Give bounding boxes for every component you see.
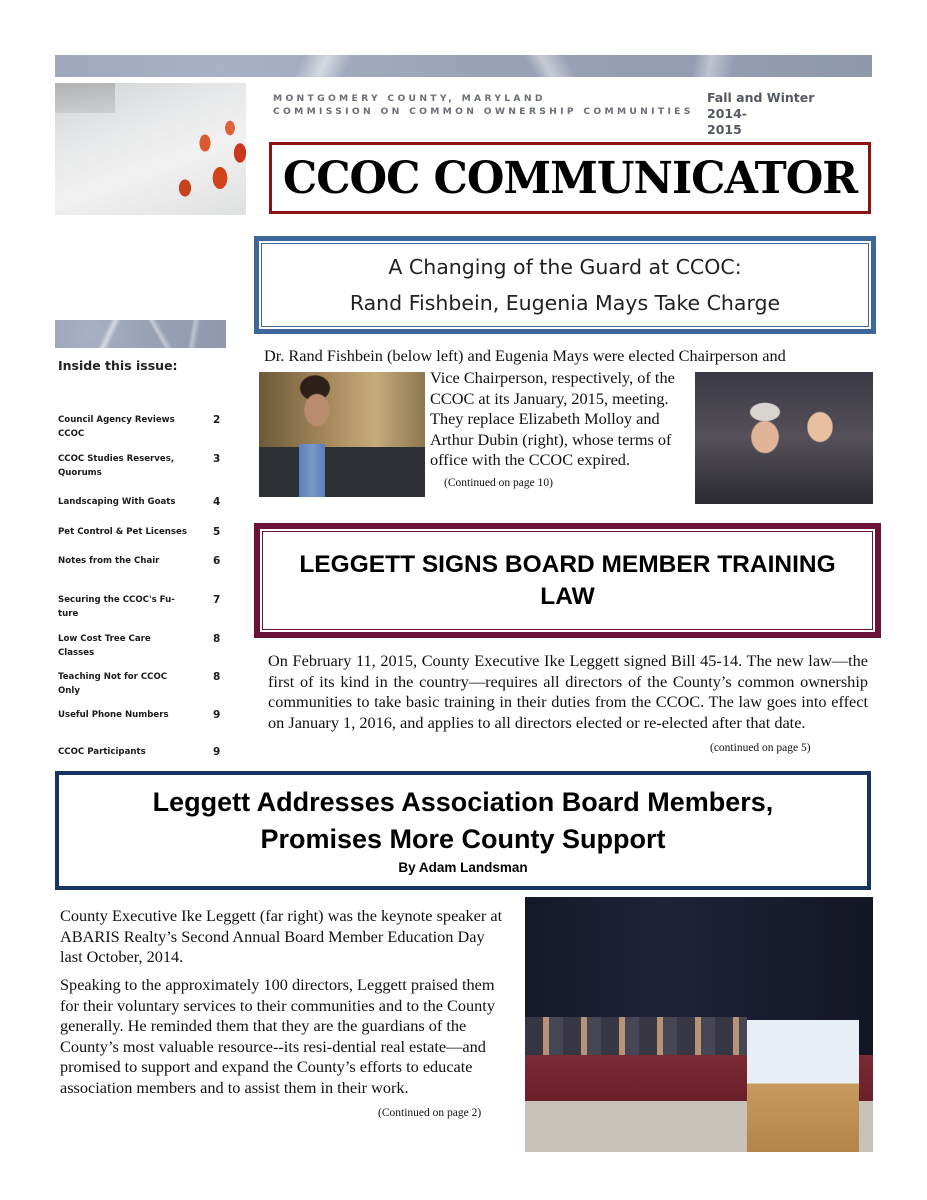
toc-page: 4 bbox=[213, 496, 221, 508]
guard-lead-line: Dr. Rand Fishbein (below left) and Eugenia Mays were elected Chairperson and bbox=[264, 346, 786, 365]
fishbein-photo bbox=[259, 372, 425, 497]
toc-item[interactable] bbox=[58, 526, 228, 540]
org-line-1: MONTGOMERY COUNTY, MARYLAND bbox=[273, 93, 546, 104]
guard-body-text: Vice Chairperson, respectively, of the CCOC at its January, 2015, meeting. They replace Elizabeth Molloy and Arthur Dubin (right), whose terms of office with the CCOC expired. bbox=[430, 368, 675, 470]
toc-label: Notes from the Chair bbox=[58, 556, 160, 566]
toc-label: Securing the CCOC's Fu-ture bbox=[58, 595, 175, 619]
masthead-organization bbox=[273, 92, 694, 118]
toc-item[interactable] bbox=[58, 414, 228, 441]
toc-page: 9 bbox=[213, 746, 221, 758]
toc-item[interactable] bbox=[58, 671, 228, 698]
addresses-headline-line-2: Promises More County Support bbox=[260, 823, 666, 854]
toc-item[interactable] bbox=[58, 453, 228, 480]
toc-page: 2 bbox=[213, 414, 221, 426]
toc-page: 3 bbox=[213, 453, 221, 465]
training-law-body bbox=[268, 651, 868, 733]
toc-item[interactable] bbox=[58, 746, 228, 760]
toc-item[interactable] bbox=[58, 633, 228, 660]
training-law-headline-line-1: LEGGETT SIGNS BOARD MEMBER TRAINING bbox=[299, 550, 836, 578]
addresses-para-2 bbox=[60, 975, 512, 1099]
toc-label: Useful Phone Numbers bbox=[58, 710, 169, 720]
training-law-body-text: On February 11, 2015, County Executive Ike Leggett signed Bill 45-14. The new law—the first of its kind in the country—requires all directors of the County’s common ownership communities to take basic training in their duties from the CCOC. The law goes into effect on January 1, 2016, and applies to all directors elected or re-elected after that date. bbox=[268, 651, 868, 732]
issue-date-line-1: Fall and Winter 2014- bbox=[707, 90, 815, 121]
toc-page: 8 bbox=[213, 633, 221, 645]
addresses-byline: By Adam Landsman bbox=[398, 859, 528, 875]
toc-page: 7 bbox=[213, 594, 221, 606]
toc-label: Teaching Not for CCOC Only bbox=[58, 672, 168, 696]
toc-label: CCOC Studies Reserves, Quorums bbox=[58, 454, 175, 478]
training-law-headline-line-2: LAW bbox=[540, 582, 595, 610]
guard-continued-link[interactable]: (Continued on page 10) bbox=[444, 476, 553, 489]
training-law-continued-link[interactable]: (continued on page 5) bbox=[710, 742, 811, 754]
toc-item[interactable] bbox=[58, 709, 228, 723]
molloy-dubin-photo bbox=[695, 372, 873, 504]
toc-label: CCOC Participants bbox=[58, 747, 146, 757]
snowy-leaves-photo bbox=[55, 83, 246, 215]
toc-item[interactable] bbox=[58, 496, 228, 510]
guard-headline-box bbox=[254, 236, 876, 334]
toc-page: 6 bbox=[213, 555, 221, 567]
issue-date-line-2: 2015 bbox=[707, 122, 742, 137]
addresses-headline-box bbox=[55, 771, 871, 890]
toc-page: 8 bbox=[213, 671, 221, 683]
addresses-continued-link[interactable]: (Continued on page 2) bbox=[378, 1107, 482, 1119]
inside-issue-heading: Inside this issue: bbox=[58, 358, 178, 373]
toc-page: 9 bbox=[213, 709, 221, 721]
toc-label: Landscaping With Goats bbox=[58, 497, 176, 507]
toc-label: Low Cost Tree Care Classes bbox=[58, 634, 151, 658]
toc-page: 5 bbox=[213, 526, 221, 538]
org-line-2: COMMISSION ON COMMON OWNERSHIP COMMUNITIES bbox=[273, 106, 694, 117]
toc-item[interactable] bbox=[58, 594, 228, 621]
masthead-marble-bar bbox=[55, 55, 872, 77]
newsletter-title: CCOC COMMUNICATOR bbox=[282, 152, 858, 204]
addresses-para-2-text: Speaking to the approximately 100 directors, Leggett praised them for their voluntary services to their communities and to the County generally. He reminded them that they are the guardians of the County’s most valuable resource--its resi-dential real estate—and promised to support and expand the County’s efforts to educate association members and to assist them in their work. bbox=[60, 975, 495, 1097]
stage-panel-photo bbox=[525, 897, 873, 1152]
guard-body bbox=[430, 368, 692, 494]
sidebar-marble-bar bbox=[55, 320, 226, 348]
training-law-headline-box bbox=[254, 523, 881, 638]
toc-label: Pet Control & Pet Licenses bbox=[58, 527, 187, 537]
guard-headline-line-1: A Changing of the Guard at CCOC: bbox=[388, 255, 742, 279]
addresses-headline-line-1: Leggett Addresses Association Board Members, bbox=[152, 786, 774, 817]
newsletter-title-box bbox=[269, 142, 871, 214]
guard-headline-line-2: Rand Fishbein, Eugenia Mays Take Charge bbox=[349, 291, 781, 315]
addresses-para-1: County Executive Ike Leggett (far right) was the keynote speaker at ABARIS Realty’s Second Annual Board Member Education Day last October, 2014. bbox=[60, 906, 503, 967]
issue-date bbox=[707, 90, 857, 138]
toc-item[interactable] bbox=[58, 555, 228, 569]
toc-label: Council Agency Reviews CCOC bbox=[58, 415, 175, 439]
